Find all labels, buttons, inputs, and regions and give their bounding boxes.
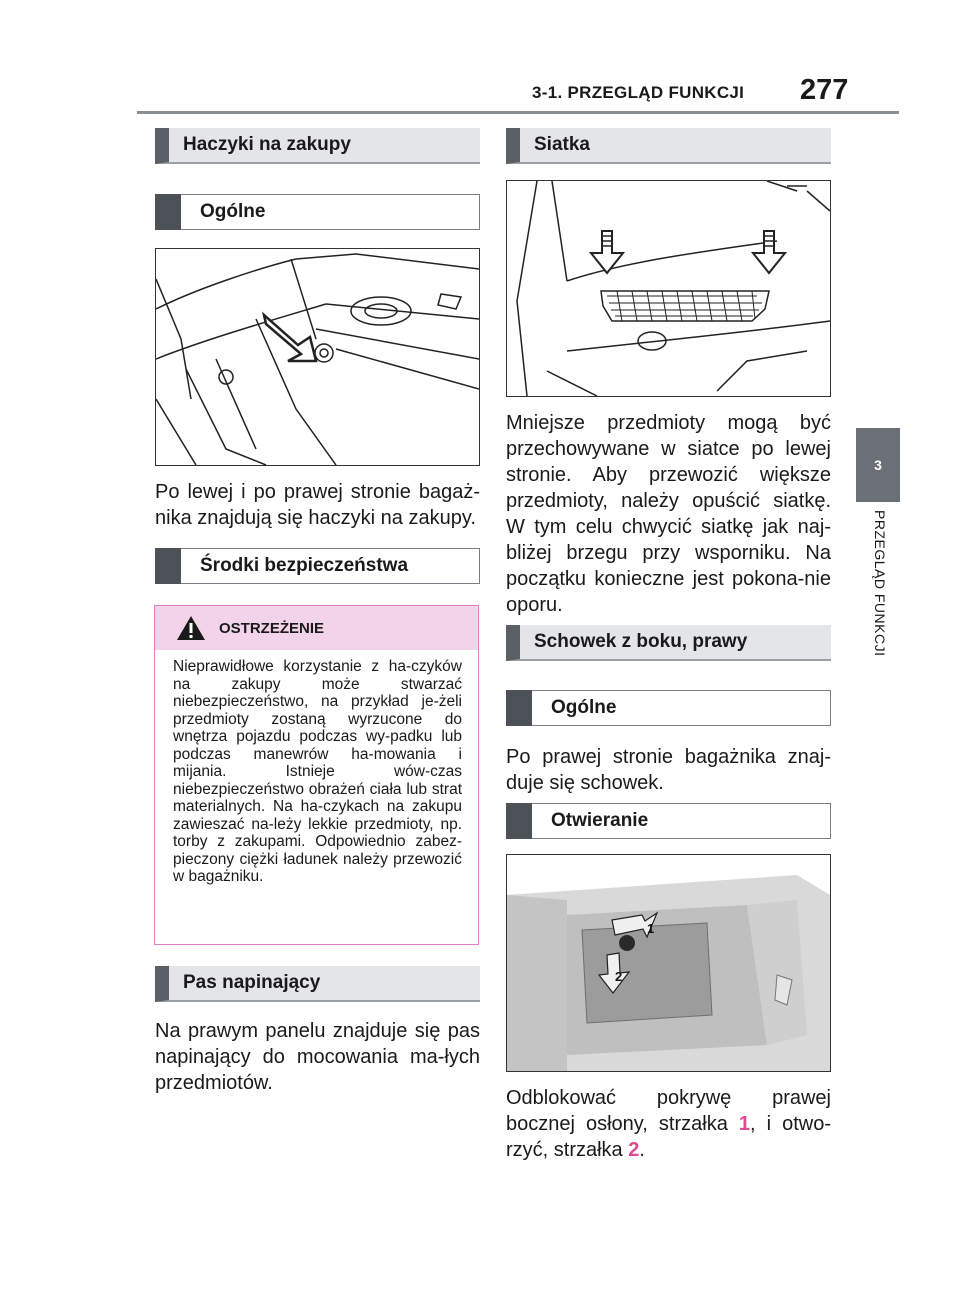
chapter-tab-label: PRZEGLĄD FUNKCJI <box>872 510 888 657</box>
subheading-general-compartment: Ogólne <box>506 690 831 726</box>
paragraph-net: Mniejsze przedmioty mogą być przechowywane w siatce po lewej stronie. Aby przewozić większe przedmioty, należy opuścić siatkę. W tym celu chwycić siatkę jak naj-bliżej brzegu przy wsporniku. Na początku konieczne jest pokona-nie oporu. <box>506 412 831 616</box>
warning-title: OSTRZEŻENIE <box>219 620 325 637</box>
opening-text-b: , i otwo-rzyć, strzałka <box>506 1113 831 1161</box>
header-divider <box>137 111 899 114</box>
paragraph-tension-strap: Na prawym panelu znajduje się pas napinający do mocowania ma-łych przedmiotów. <box>155 1020 480 1094</box>
heading-net: Siatka <box>506 128 831 164</box>
heading-side-compartment: Schowek z boku, prawy <box>506 625 831 661</box>
paragraph-hooks: Po lewej i po prawej stronie bagaż-nika znajdują się haczyki na zakupy. <box>155 481 480 529</box>
figure-label-1: 1 <box>647 921 655 936</box>
warning-header <box>155 606 478 650</box>
heading-shopping-hooks: Haczyki na zakupy <box>155 128 480 164</box>
subheading-general-hooks: Ogólne <box>155 194 480 230</box>
subheading-opening: Otwieranie <box>506 803 831 839</box>
page-number: 277 <box>800 74 849 106</box>
chapter-tab: 3 <box>856 428 900 502</box>
figure-label-2: 2 <box>615 969 623 984</box>
paragraph-opening <box>506 1085 831 1163</box>
section-title: 3-1. PRZEGLĄD FUNKCJI <box>532 83 745 102</box>
arrow-number-2: 2 <box>628 1139 640 1161</box>
warning-triangle-icon <box>175 614 207 642</box>
figure-cargo-net <box>506 180 831 397</box>
opening-text-c: . <box>639 1139 645 1161</box>
heading-tension-strap: Pas napinający <box>155 966 480 1002</box>
figure-shopping-hooks <box>155 248 480 466</box>
warning-box <box>154 605 479 945</box>
figure-side-compartment <box>506 854 831 1072</box>
paragraph-compartment: Po prawej stronie bagażnika znaj-duje się schowek. <box>506 746 831 794</box>
opening-text-a: Odblokować pokrywę prawej bocznej osłony, strzałka <box>506 1087 831 1135</box>
subheading-safety: Środki bezpieczeństwa <box>155 548 480 584</box>
arrow-number-1: 1 <box>738 1113 750 1135</box>
warning-text: Nieprawidłowe korzystanie z ha-czyków na zakupy może stwarzać niebezpieczeństwo, na przykład je-żeli przedmioty zostaną wyrzucone do wnętrza pojazdu podczas wy-padku lub podczas manewrów ha-mowania i mijania. Istnieje wów-czas niebezpieczeństwo obrażeń ciała lub strat materialnych. Na ha-czykach na zakupu zawieszać na-leży lekkie przedmioty, np. torby z zakupami. Odpowiednio zabez-pieczony ciężki ładunek należy przewozić w bagażniku. <box>173 658 462 885</box>
